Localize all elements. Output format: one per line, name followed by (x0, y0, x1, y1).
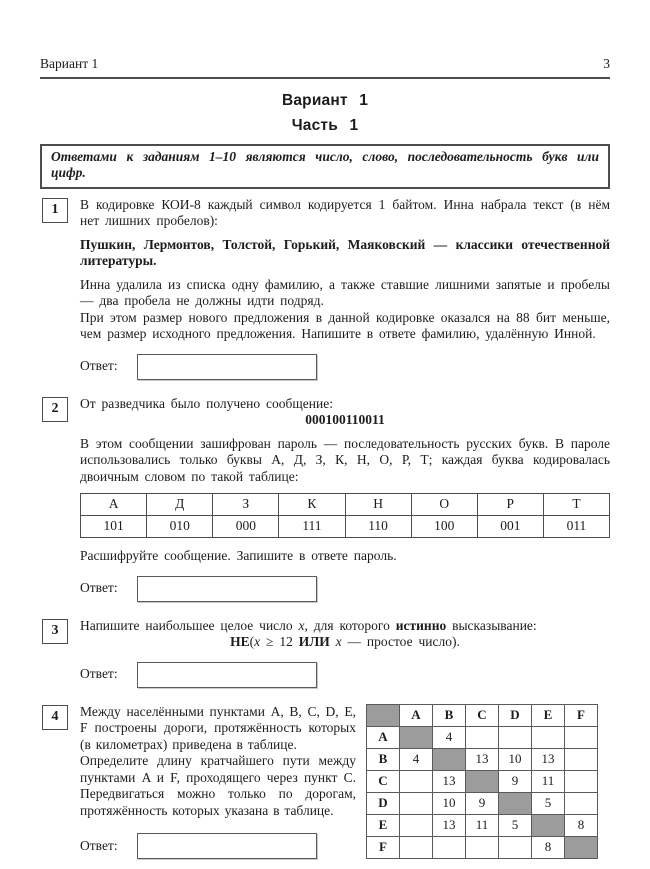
instruction-text: Ответами к заданиям 1–10 являются число, слово, последовательность букв или цифр. (51, 148, 599, 180)
question-3-number: 3 (42, 619, 68, 644)
table-cell: 5 (532, 792, 565, 814)
table-cell (400, 814, 433, 836)
table-cell: B (433, 704, 466, 726)
q2-answer-row (80, 576, 610, 602)
table-cell: Р (477, 494, 543, 516)
table-cell: Т (543, 494, 609, 516)
table-cell (400, 836, 433, 858)
table-cell: 13 (433, 814, 466, 836)
table-cell: 13 (433, 770, 466, 792)
q3-emph-true: истинно (395, 617, 447, 633)
table-cell: 8 (565, 814, 598, 836)
table-cell: C (367, 770, 400, 792)
q2-paragraph-3: Расшифруйте сообщение. Запишите в ответе пароль. (80, 548, 397, 563)
table-cell: 000 (213, 516, 279, 538)
table-cell (466, 726, 499, 748)
table-cell (499, 836, 532, 858)
q1-quote: Пушкин, Лермонтов, Толстой, Горький, Маяковский — классики отечественной литературы. (80, 236, 610, 268)
q4-answer-label: Ответ: (80, 837, 118, 853)
q3-answer-input[interactable] (137, 662, 317, 688)
table-cell (565, 770, 598, 792)
table-cell (433, 836, 466, 858)
table-cell: B (367, 748, 400, 770)
table-cell: C (466, 704, 499, 726)
q1-paragraph-1: В кодировке КОИ-8 каждый символ кодируется 1 байтом. Инна набрала текст (в нём нет лишних пробелов): (80, 196, 610, 228)
table-cell (565, 836, 598, 858)
table-cell: 4 (400, 748, 433, 770)
q3-or-operator: ИЛИ (298, 634, 330, 649)
q2-paragraph-1: От разведчика было получено сообщение: (80, 395, 333, 411)
q3-formula-var2: x (335, 634, 342, 649)
table-cell: A (400, 704, 433, 726)
table-cell (532, 726, 565, 748)
q3-variable: x (298, 617, 305, 633)
table-cell: О (411, 494, 477, 516)
table-cell: 4 (433, 726, 466, 748)
q3-paren-open: ( (249, 634, 255, 649)
question-1 (40, 197, 610, 388)
question-3-body (80, 618, 610, 696)
q4-table-column (366, 704, 598, 868)
page-title: Вариант 1 (281, 91, 369, 109)
table-cell: 11 (466, 814, 499, 836)
table-cell: К (279, 494, 345, 516)
table-cell: E (532, 704, 565, 726)
distance-table-header-row (367, 704, 598, 726)
table-cell (565, 726, 598, 748)
q3-formula-var1: x (254, 634, 261, 649)
table-cell (367, 704, 400, 726)
table-cell: 11 (532, 770, 565, 792)
table-cell: 010 (147, 516, 213, 538)
code-table (80, 493, 610, 538)
distance-table-row-E (367, 814, 598, 836)
table-cell (433, 748, 466, 770)
q4-paragraph-1: Между населёнными пунктами A, B, C, D, E, F построены дороги, протяжённость которых (в километрах) приведена в таблице. (80, 703, 356, 752)
table-cell: 10 (433, 792, 466, 814)
table-cell: A (367, 726, 400, 748)
table-cell: 13 (532, 748, 565, 770)
q3-not-operator: НЕ (230, 634, 250, 649)
q3-formula (80, 634, 610, 651)
q3-intro-post: высказывание: (446, 617, 537, 633)
table-cell: 5 (499, 814, 532, 836)
question-2-number: 2 (42, 397, 68, 422)
table-cell: 10 (499, 748, 532, 770)
table-cell (532, 814, 565, 836)
q3-answer-label: Ответ: (80, 666, 118, 682)
distance-table-row-F (367, 836, 598, 858)
running-head (40, 0, 610, 79)
table-cell: Д (147, 494, 213, 516)
question-2 (40, 396, 610, 610)
page-subtitle: Часть 1 (291, 116, 359, 134)
q4-answer-input[interactable] (137, 833, 317, 859)
table-cell (466, 836, 499, 858)
table-cell (565, 748, 598, 770)
table-cell: 100 (411, 516, 477, 538)
table-cell: D (499, 704, 532, 726)
q3-intro-mid: , для которого (304, 617, 396, 633)
q4-columns (80, 704, 610, 868)
table-cell: E (367, 814, 400, 836)
table-cell (499, 726, 532, 748)
q4-text-column (80, 704, 356, 868)
question-4 (40, 704, 610, 868)
table-cell: А (81, 494, 147, 516)
q4-answer-row (80, 833, 356, 859)
q3-intro-pre: Напишите наибольшее целое число (80, 617, 299, 633)
question-4-number: 4 (42, 705, 68, 730)
distance-table-row-D (367, 792, 598, 814)
table-cell: D (367, 792, 400, 814)
q2-answer-input[interactable] (137, 576, 317, 602)
code-table-letters-row (81, 494, 610, 516)
q1-paragraph-3: При этом размер нового предложения в данной кодировке оказался на 88 бит меньше, чем размер исходного предложения. Напишите в ответе фамилию, удалённую Инной. (80, 309, 610, 341)
q3-condition-2: — простое число). (341, 634, 460, 649)
q3-answer-row (80, 662, 610, 688)
running-head-variant: Вариант 1 (40, 56, 99, 71)
question-3 (40, 618, 610, 696)
table-cell: F (367, 836, 400, 858)
question-2-body (80, 396, 610, 610)
table-cell: 101 (81, 516, 147, 538)
table-cell: 8 (532, 836, 565, 858)
table-cell (400, 770, 433, 792)
table-cell: 111 (279, 516, 345, 538)
table-cell (400, 792, 433, 814)
code-table-codes-row (81, 516, 610, 538)
table-cell (466, 770, 499, 792)
q1-paragraph-2: Инна удалила из списка одну фамилию, а также ставшие лишними запятые и пробелы — два пробела не должны идти подряд. (80, 276, 610, 308)
distance-table (366, 704, 598, 859)
table-cell (565, 792, 598, 814)
table-cell: 001 (477, 516, 543, 538)
table-cell: З (213, 494, 279, 516)
q1-answer-label: Ответ: (80, 358, 118, 374)
table-cell (400, 726, 433, 748)
table-cell: 110 (345, 516, 411, 538)
q4-paragraph-2: Определите длину кратчайшего пути между пунктами A и F, проходящего через пункт C. Передвигаться можно только по дорогам, протяжённость которых указана в таблице. (80, 753, 356, 818)
distance-table-row-A (367, 726, 598, 748)
table-cell: 13 (466, 748, 499, 770)
table-cell (499, 792, 532, 814)
distance-table-row-B (367, 748, 598, 770)
question-1-body (80, 197, 610, 388)
table-cell: 011 (543, 516, 609, 538)
table-cell: 9 (466, 792, 499, 814)
table-cell: F (565, 704, 598, 726)
instruction-box (40, 144, 610, 189)
q2-answer-label: Ответ: (80, 580, 118, 596)
q1-answer-input[interactable] (137, 354, 317, 380)
question-1-number: 1 (42, 198, 68, 223)
question-4-body (80, 704, 610, 868)
q3-intro (80, 618, 610, 635)
table-cell: 9 (499, 770, 532, 792)
table-cell: Н (345, 494, 411, 516)
page-number: 3 (603, 56, 610, 71)
q1-answer-row (80, 354, 610, 380)
q2-encoded-message: 000100110011 (305, 412, 385, 427)
distance-table-row-C (367, 770, 598, 792)
q2-paragraph-2: В этом сообщении зашифрован пароль — последовательность русских букв. В пароле использовались только буквы А, Д, З, К, Н, О, Р, Т; каждая буква кодировалась двоичным словом по такой таблице: (80, 435, 610, 484)
q3-condition-1: ≥ 12 (260, 634, 299, 649)
